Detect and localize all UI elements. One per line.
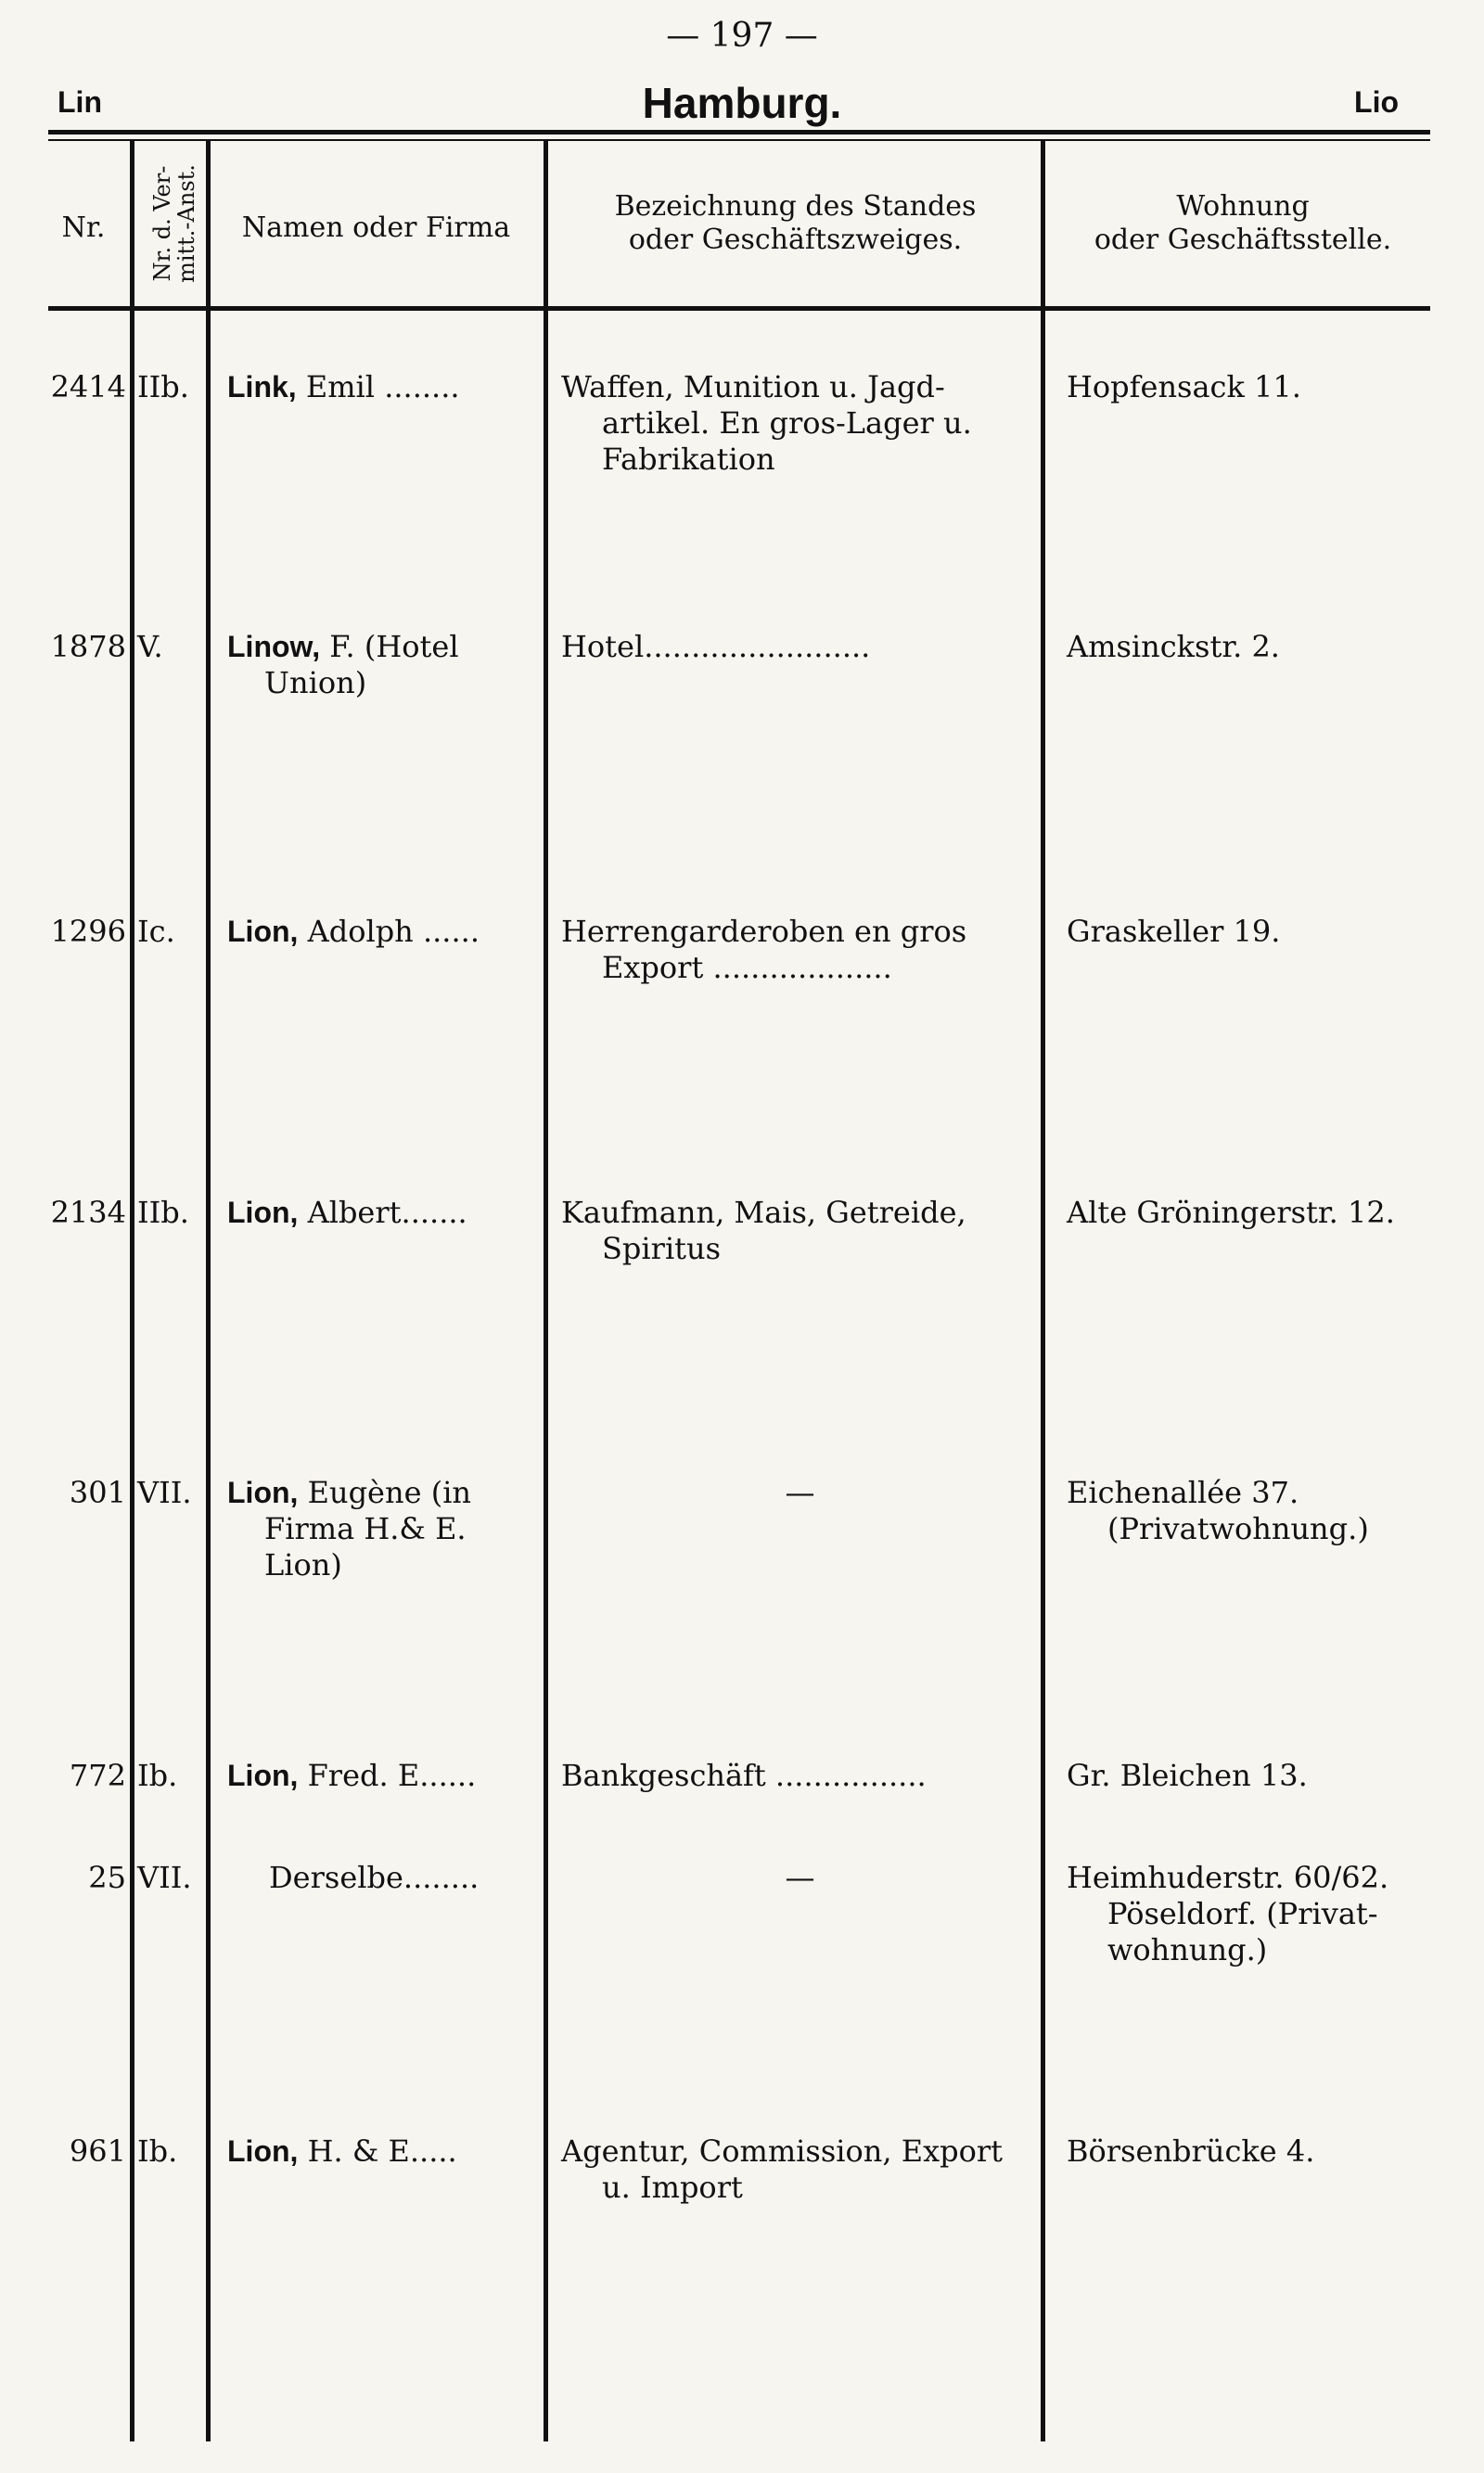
entry-address-line: Pöseldorf. (Privat- [1107,1896,1378,1931]
entry-address-line: Börsenbrücke 4. [1067,2133,1315,2169]
entry-number: 1878 [50,629,126,664]
top-rule-thin [48,139,1430,141]
entry-business-line: — [785,1860,815,1895]
entry-business-line: Bankgeschäft ................ [561,1758,927,1793]
entry-surname: Lion, [227,1759,299,1792]
entry-name-line2: Union) [264,665,367,700]
column-header-address-line2: oder Geschäftsstelle. [1094,224,1392,256]
entry-name-rest: Fred. E...... [298,1758,477,1793]
running-head-left: Lin [58,85,102,119]
entry-name-rest: Eugène (in [298,1475,472,1510]
column-header-anst-line2: mitt.-Anst. [173,164,199,283]
entry-agency-number: IIb. [137,369,189,404]
entry-agency-number: Ib. [137,2133,178,2169]
entry-business-line: Waffen, Munition u. Jagd- [561,369,945,404]
entry-business [561,1475,1039,1511]
entry-number: 772 [69,1758,126,1793]
entry-business-line: Fabrikation [602,442,775,477]
entry-agency-number: IIb. [137,1195,189,1230]
header-bottom-rule [48,306,1430,311]
entry-name [227,2133,543,2170]
entry-name [227,1758,543,1794]
entry-address [1067,1860,1465,1968]
entry-name-rest: Albert....... [298,1195,467,1230]
entry-business [561,629,1039,665]
entry-surname: Lion, [227,915,299,948]
entry-name [227,1475,543,1583]
entry-business [561,1758,1039,1794]
entry-business-line: Agentur, Commission, Export [561,2133,1004,2169]
column-header-nr: Nr. [61,211,106,244]
entry-business [561,2133,1039,2206]
column-header-anst-line1: Nr. d. Ver- [149,165,175,282]
entry-number: 1296 [50,914,126,949]
entry-address-line: (Privatwohnung.) [1107,1511,1369,1546]
entry-number: 961 [69,2133,126,2169]
entry-name [227,914,543,950]
entry-name-rest: Derselbe........ [269,1860,480,1895]
entry-address [1067,2133,1465,2170]
running-head-right: Lio [1354,85,1399,119]
entry-address [1067,369,1465,405]
column-divider-3 [544,141,548,2441]
column-header-stand-line2: oder Geschäftszweiges. [628,224,963,256]
entry-agency-number: VII. [137,1860,192,1895]
entry-business-line: Kaufmann, Mais, Getreide, [561,1195,966,1230]
entry-agency-number: V. [137,629,163,664]
column-header-name: Namen oder Firma [241,211,511,244]
entry-business-line: Spiritus [602,1231,722,1266]
entry-business-line: Export ................... [602,950,892,985]
entry-number: 25 [88,1860,126,1895]
page-number: — 197 — [666,17,818,55]
entry-address [1067,1195,1465,1231]
entry-business-line: — [785,1475,815,1510]
entry-business [561,369,1039,478]
entry-number: 2414 [50,369,126,404]
entry-business [561,914,1039,986]
entry-business-line: u. Import [602,2170,743,2205]
column-header-address-line1: Wohnung [1176,190,1310,223]
column-divider-4 [1041,141,1045,2441]
entry-address [1067,1758,1465,1794]
entry-name [227,1860,543,1896]
entry-business [561,1860,1039,1896]
entry-surname: Lion, [227,1476,299,1509]
city-title: Hamburg. [642,79,842,127]
entry-business-line: Herrengarderoben en gros [561,914,967,949]
entry-address-line: wohnung.) [1107,1932,1268,1967]
entry-surname: Linow, [227,630,321,663]
entry-agency-number: VII. [137,1475,192,1510]
entry-address-line: Alte Gröningerstr. 12. [1067,1195,1395,1230]
entry-address-line: Heimhuderstr. 60/62. [1067,1860,1389,1895]
entry-surname: Link, [227,370,297,404]
entry-name-rest: H. & E..... [298,2133,457,2169]
entry-address [1067,629,1465,665]
entry-surname: Lion, [227,1196,299,1229]
entry-address-line: Gr. Bleichen 13. [1067,1758,1308,1793]
column-header-stand [552,190,1039,257]
column-header-address [1048,190,1438,257]
column-header-anst [139,164,204,283]
column-divider-2 [206,141,211,2441]
entry-agency-number: Ib. [137,1758,178,1793]
column-header-stand-line1: Bezeichnung des Standes [614,190,977,223]
entry-name-line2: Firma H.& E. Lion) [264,1511,467,1582]
entry-address [1067,914,1465,950]
entry-address [1067,1475,1465,1547]
entry-surname: Lion, [227,2134,299,2168]
entry-business-line: Hotel........................ [561,629,871,664]
entry-name [227,629,543,701]
entry-address-line: Amsinckstr. 2. [1067,629,1280,664]
entry-business [561,1195,1039,1267]
entry-address-line: Graskeller 19. [1067,914,1281,949]
top-rule [48,130,1430,135]
entry-address-line: Hopfensack 11. [1067,369,1301,404]
column-divider-1 [130,141,134,2441]
entry-name-rest: F. (Hotel [320,629,459,664]
entry-business-line: artikel. En gros-Lager u. [602,405,972,441]
entry-agency-number: Ic. [137,914,175,949]
entry-name-rest: Adolph ...... [298,914,480,949]
entry-name [227,369,543,405]
entry-address-line: Eichenallée 37. [1067,1475,1299,1510]
entry-name [227,1195,543,1231]
entry-name-rest: Emil ........ [296,369,460,404]
entry-number: 301 [69,1475,126,1510]
entry-number: 2134 [50,1195,126,1230]
